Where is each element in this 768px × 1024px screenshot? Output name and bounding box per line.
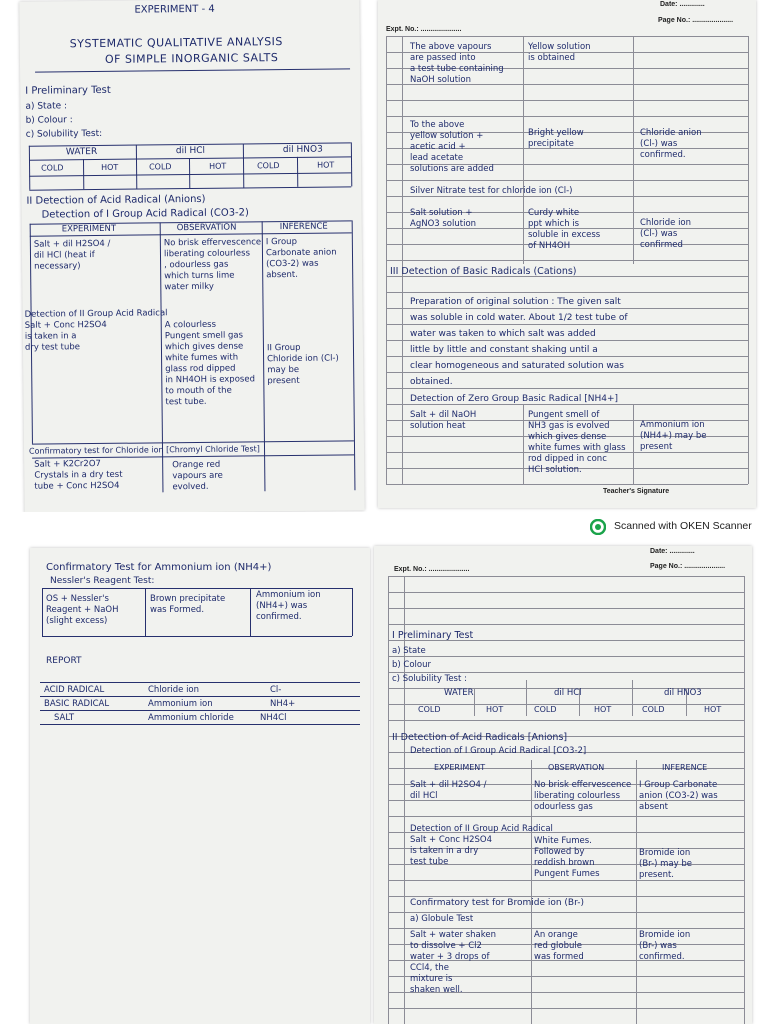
date-label: Date: ............. — [660, 1, 705, 8]
br-col-header-experiment: EXPERIMENT — [434, 763, 486, 772]
br-group1-heading: Detection of I Group Acid Radical [CO3-2] — [410, 746, 587, 756]
br-col-header-inference: INFERENCE — [662, 763, 708, 772]
solubility-hot-3: HOT — [317, 160, 335, 170]
br-solubility-hot-3: HOT — [704, 705, 722, 714]
br-solubility-cold-1: COLD — [418, 705, 441, 714]
br-row1-inference: I Group Carbonate anion (CO3-2) was absent — [639, 780, 718, 812]
report-salt-formula: NH4Cl — [260, 713, 287, 723]
br-date-label: Date: ............. — [650, 548, 695, 555]
zero-group-title: Detection of Zero Group Basic Radical [NH4+] — [410, 394, 619, 404]
group1-anion-heading: Detection of I Group Acid Radical (CO3-2) — [41, 207, 249, 221]
report-acid-formula: Cl- — [270, 685, 282, 695]
br-item-solubility: c) Solubility Test : — [392, 674, 467, 684]
section-cation-detection: III Detection of Basic Radicals (Cations) — [390, 266, 577, 277]
nessler-test-title: Nessler's Reagent Test: — [50, 576, 155, 586]
br-col-header-observation: OBSERVATION — [548, 763, 605, 772]
br-solubility-hcl: dil HCl — [554, 688, 582, 698]
row2-inference: II Group Chloride ion (Cl-) may be present — [266, 342, 339, 387]
report-salt-label: SALT — [54, 713, 75, 723]
row2-observation: A colourless Pungent smell gas which gives dense white fumes with glass rod dipped in NH4OH is exposed to mouth of the test tube. — [164, 319, 256, 408]
tr-row1-observation: Yellow solution is obtained — [528, 42, 591, 63]
report-basic-formula: NH4+ — [270, 699, 296, 709]
notebook-page-top-right — [378, 0, 756, 508]
br-row1-observation: No brisk effervescence liberating colourless odourless gas — [534, 780, 632, 812]
item-state: a) State : — [25, 101, 68, 112]
solubility-group-hno3: dil HNO3 — [282, 144, 323, 156]
br-section-preliminary: I Preliminary Test — [392, 630, 474, 641]
br-item-state: a) State — [392, 646, 426, 656]
section-anion-detection: II Detection of Acid Radical (Anions) — [26, 193, 206, 207]
scanner-bar — [0, 512, 768, 542]
nessler-inference: Ammonium ion (NH4+) was confirmed. — [256, 590, 321, 622]
solubility-cold-1: COLD — [41, 163, 64, 173]
br-item-colour: b) Colour — [392, 660, 431, 670]
solubility-hot-2: HOT — [209, 161, 227, 171]
silver-row-inference: Chloride ion (Cl-) was confirmed — [640, 218, 692, 250]
report-acid-label: ACID RADICAL — [44, 685, 105, 695]
experiment-heading: EXPERIMENT - 4 — [134, 3, 215, 16]
solubility-group-hcl: dil HCl — [175, 145, 206, 157]
br-row3-inference: Bromide ion (Br-) was confirmed. — [639, 930, 691, 962]
br-page-no-label: Page No.: ..................... — [650, 563, 726, 570]
report-title: REPORT — [46, 656, 82, 666]
row3-experiment: Salt + K2Cr2O7 Crystals in a dry test tube + Conc H2SO4 — [34, 458, 123, 492]
br-row3-observation: An orange red globule was formed — [534, 930, 584, 962]
solubility-group-water: WATER — [65, 146, 98, 158]
tr-row2-experiment: To the above yellow solution + acetic acid + lead acetate solutions are added — [410, 120, 494, 174]
solubility-hot-1: HOT — [101, 162, 119, 172]
br-solubility-hot-2: HOT — [594, 705, 612, 714]
row3-observation: Orange red vapours are evolved. — [172, 459, 223, 493]
tr-row1-experiment: The above vapours are passed into a test tube containing NaOH solution — [410, 42, 504, 85]
br-row2-observation: White Fumes. Followed by reddish brown Pungent Fumes — [534, 836, 600, 879]
report-salt-name: Ammonium chloride — [148, 713, 234, 723]
br-solubility-hot-1: HOT — [486, 705, 504, 714]
expt-no-label: Expt. No.: ..................... — [386, 26, 462, 33]
ammonium-confirmatory-title: Confirmatory Test for Ammonium ion (NH4+) — [46, 562, 272, 573]
scanner-logo — [590, 519, 606, 535]
br-solubility-hno3: dil HNO3 — [664, 688, 702, 698]
zero-row-observation: Pungent smell of NH3 gas is evolved which gives dense white fumes with glass rod dipped in conc HCl solution. — [528, 410, 626, 475]
br-row3-experiment: Salt + water shaken to dissolve + Cl2 water + 3 drops of CCl4, the mixture is shaken well. — [410, 930, 497, 995]
br-expt-no-label: Expt. No.: ..................... — [394, 566, 470, 573]
chloride-confirmatory-title: Confirmatory test for Chloride ion [Chromyl Chloride Test] — [28, 444, 260, 456]
br-bromide-confirmatory-title: Confirmatory test for Bromide ion (Br-) — [410, 898, 584, 908]
silver-nitrate-title: Silver Nitrate test for chloride ion (Cl-) — [410, 186, 573, 196]
br-solubility-water: WATER — [444, 688, 474, 698]
tr-row2-inference: Chloride anion (Cl-) was confirmed. — [640, 128, 702, 160]
row1-observation: No brisk effervescence liberating colourless , odourless gas which turns lime water milky — [163, 237, 262, 293]
report-acid-name: Chloride ion — [148, 685, 200, 695]
col-header-inference: INFERENCE — [279, 221, 328, 233]
teacher-signature-label: Teacher's Signature — [603, 488, 670, 495]
solubility-cold-3: COLD — [257, 161, 280, 171]
report-basic-label: BASIC RADICAL — [44, 699, 110, 709]
experiment-title-line1: SYSTEMATIC QUALITATIVE ANALYSIS — [69, 35, 283, 51]
zero-row-inference: Ammonium ion (NH4+) may be present — [640, 420, 707, 452]
col-header-experiment: EXPERIMENT — [61, 223, 117, 235]
br-row1-experiment: Salt + dil H2SO4 / dil HCl — [410, 780, 487, 801]
notebook-page-top-left — [19, 0, 364, 514]
zero-row-experiment: Salt + dil NaOH solution heat — [410, 410, 477, 431]
col-header-observation: OBSERVATION — [176, 222, 237, 234]
section-preliminary: I Preliminary Test — [25, 84, 111, 97]
br-section-anion: II Detection of Acid Radicals [Anions] — [392, 732, 568, 743]
br-globule-title: a) Globule Test — [410, 914, 474, 924]
page-no-label: Page No.: ..................... — [658, 17, 734, 24]
silver-row-observation: Curdy white ppt which is soluble in excess of NH4OH — [528, 208, 601, 251]
title-underline — [35, 68, 350, 72]
report-basic-name: Ammonium ion — [148, 699, 213, 709]
scanner-text: Scanned with OKEN Scanner — [614, 520, 752, 532]
nessler-experiment: OS + Nessler's Reagent + NaOH (slight excess) — [46, 594, 119, 626]
br-row2-experiment: Detection of II Group Acid Radical Salt + Conc H2SO4 is taken in a dry test tube — [410, 824, 553, 867]
row1-inference: I Group Carbonate anion (CO3-2) was absent. — [265, 236, 337, 281]
row2-experiment: Detection of II Group Acid Radical Salt + Conc H2SO4 is taken in a dry test tube — [24, 308, 168, 353]
notebook-page-bottom-right — [374, 546, 752, 1024]
br-solubility-cold-3: COLD — [642, 705, 665, 714]
item-colour: b) Colour : — [25, 115, 73, 126]
nessler-observation: Brown precipitate was Formed. — [150, 594, 226, 615]
tr-row2-observation: Bright yellow precipitate — [528, 128, 584, 149]
experiment-title-line2: OF SIMPLE INORGANIC SALTS — [104, 51, 279, 66]
notebook-page-bottom-left — [30, 548, 370, 1024]
preparation-text: Preparation of original solution : The given salt was soluble in cold water. About 1/2 test tube of water was taken to which salt was added little by little and constant shaking until a clear homogeneous and saturated solution was obtained. — [410, 297, 628, 387]
br-solubility-cold-2: COLD — [534, 705, 557, 714]
item-solubility: c) Solubility Test: — [25, 128, 103, 140]
solubility-cold-2: COLD — [149, 162, 172, 172]
br-row2-inference: Bromide ion (Br-) may be present. — [639, 848, 693, 880]
row1-experiment: Salt + dil H2SO4 / dil HCl (heat if necessary) — [33, 238, 111, 272]
silver-row-experiment: Salt solution + AgNO3 solution — [410, 208, 477, 229]
